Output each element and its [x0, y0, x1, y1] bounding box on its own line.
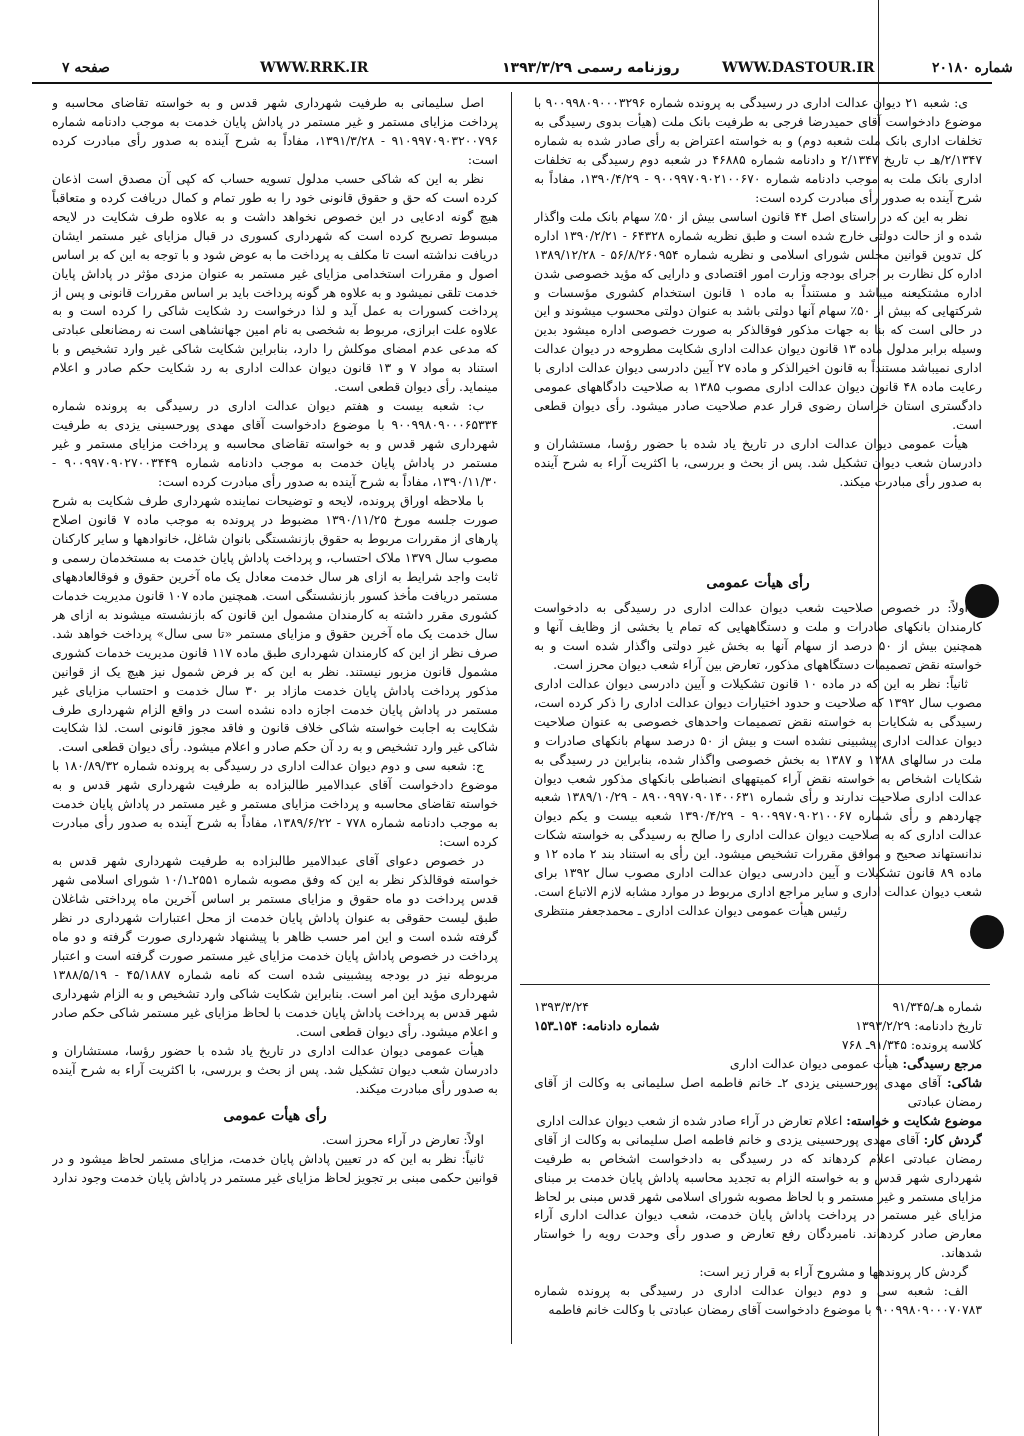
subject-value: اعلام تعارض در آراء صادر شده از شعب دیوان عدالت اداری	[536, 1112, 843, 1128]
paragraph: ثانیاً: نظر به این که در ماده ۱۰ قانون تشکیلات و آیین دادرسی دیوان عدالت اداری مصوب سال ۱۳۹۲ که صلاحیت و حدود اختیارات دیوان عدالت اداری را ذکر کرده است، رسیدگی به شکایات به خواسته نقض تصمیمات واحدهای خصوصی به عنوان صلاحیت دیوان عدالت اداری پیشبینی نشده است و بیش از ۵۰ درصد سهام بانکهای صادرات و ملت در سالهای ۱۳۸۸ و ۱۳۸۷ به بخش خصوصی واگذار شده، بنابراین در رسیدگی به شکایات اشخاص به خواسته نقض آراء کمیتههای انضباطی بانکهای مذکور شعب دیوان عدالت اداری صلاحیت ندارند و رأی شماره ۸۹۰۰۹۹۷۰۹۰۱۴۰۰۶۳۱ - ۱۳۸۹/۱۰/۲۹ شعبه چهاردهم و رأی شماره ۹۰۰۹۹۷۰۹۰۲۱۰۰۶۷ - ۱۳۹۰/۴/۲۹ شعبه بیست و یکم دیوان عدالت اداری که به صلاحیت دیوان عدالت اداری را صالح به رسیدگی به خواسته شکات ندانستهاند صحیح و موافق مقررات تشخیص میشود. این رأی به استناد بند ۲ ماده ۱۲ و ماده ۸۹ قانون تشکیلات و آیین دادرسی دیوان عدالت اداری مصوب سال ۱۳۹۲ برای شعب دیوان عدالت اداری و سایر مراجع اداری مربوط در موارد مشابه لازم الاتباع است.	[534, 675, 982, 900]
section-heading: رأی هیأت عمومی	[706, 575, 810, 591]
ruling-number: شماره دادنامه: ۱۵۴ـ۱۵۳	[534, 1017, 660, 1033]
signature-line: رئیس هیأت عمومی دیوان عدالت اداری ـ محمدجعفر منتظری	[534, 903, 847, 919]
authority-value: هیأت عمومی دیوان عدالت اداری	[729, 1055, 899, 1071]
file-class: کلاسه پرونده: ۹۱/۳۴۵ـ ۷۶۸	[841, 1036, 982, 1052]
case-number-row	[534, 998, 982, 1017]
site-link-dastour[interactable]: WWW.DASTOUR.IR	[722, 60, 875, 76]
course-value: آقای مهدی پورحسینی یزدی و خانم فاطمه اصل سلیمانی به وکالت از آقای رمضان عبادتی اعلام کردهاند که در رسیدگی به دادخواست اشخاص به طرفیت شهرداری شهر قدس و به خواسته الزام به تجدید محاسبه پاداش پایان خدمت بر مبنای مزایای مستمر و غیر مستمر و با لحاظ مصوبه شورای اسلامی شهر قدس مبنی بر لحاظ مزایای غیر مستمر در پرداخت پاداش پایان خدمت، شعب دیوان عدالت اداری آراء معارض صادر کردهاند. نامبردگان رفع تعارض و صدور رأی وحدت رویه را خواستار شدهاند.	[534, 1131, 982, 1261]
paragraph: اولاً: در خصوص صلاحیت شعب دیوان عدالت اداری در رسیدگی به دادخواست کارمندان بانکهای صادرات و ملت و دستگاههایی که تمام یا بخشی از وظایف آنها و همچنین بیش از ۵۰ درصد از سهام آنها به بخش غیر دولتی واگذار شده است و به خواسته نقض تصمیمات دستگاههای مذکور، تعارض بین آراء شعب دیوان محرز است.	[534, 599, 982, 672]
case-number-date: ۱۳۹۳/۳/۲۴	[534, 999, 589, 1014]
plaintiff-line	[534, 1074, 982, 1112]
authority-line	[534, 1055, 982, 1074]
paragraph: اصل سلیمانی به طرفیت شهرداری شهر قدس و به خواسته تقاضای محاسبه و پرداخت مزایای مستمر و غیر مستمر در پاداش پایان خدمت به موجب دادنامه شماره ۹۱۰۹۹۷۰۹۰۳۲۰۰۷۹۶ - ۱۳۹۱/۳/۲۸، مفاداً به شرح آینده به صدور رأی مبادرت کرده است:	[52, 95, 498, 167]
paragraph: الف: شعبه سی و دوم دیوان عدالت اداری در رسیدگی به پرونده شماره ۹۰۰۹۹۸۰۹۰۰۰۷۰۷۸۳ با موضوع دادخواست آقای رمضان عبادتی با وکالت خانم فاطمه	[534, 1283, 982, 1318]
right-column-new-case	[534, 998, 982, 1343]
right-column-ruling	[534, 566, 982, 966]
case-number: شماره هـ/۹۱/۳۴۵	[892, 999, 982, 1014]
subject-line	[534, 1112, 982, 1131]
plaintiff-value: آقای مهدی پورحسینی یزدی ۲ـ خانم فاطمه اصل سلیمانی به وکالت از آقای رمضان عبادتی	[534, 1074, 982, 1109]
ruling-date: تاریخ دادنامه: ۱۳۹۳/۲/۲۹	[855, 1017, 982, 1033]
gazette-date: روزنامه رسمی ۱۳۹۳/۳/۲۹	[502, 60, 680, 76]
authority-label: مرجع رسیدگی:	[902, 1055, 982, 1071]
paragraph: ثانیاً: نظر به این که در تعیین پاداش پایان خدمت، مزایای مستمر لحاظ میشود و در قوانین حکمی مبنی بر تجویز لحاظ مزایای غیر مستمر در پاداش پایان خدمت وجود ندارد	[52, 1151, 498, 1186]
column-divider	[511, 92, 512, 1344]
course-line	[534, 1131, 982, 1264]
site-link-rrk[interactable]: WWW.RRK.IR	[260, 60, 369, 76]
paragraph: نظر به این که شاکی حسب مدلول تسویه حساب که کپی آن مصدق است اذعان کرده است که حق و حقوق قانونی خود را به طور تمام و کمال دریافت کرده و متعاقباً هیچ گونه ادعایی در این خصوص نخواهد داشت و به علاوه طرف شکایت در لایحه مبسوط تصریح کرده است که شهرداری کسوری در قبال مزایای غیر مستمر ایشان دریافت نداشته است تا مکلف به پرداخت ما به عوض شود و با توجه به این که بر اساس اصول و مقررات استخدامی مزایای غیر مستمر به عنوان مزدی مؤثر در پاداش پایان خدمت تلقی نمیشود و به علاوه هر گونه پرداخت باید بر اساس مقررات قانونی و پس از پرداخت کسورات به عمل آید و لذا درخواست رد شکایت شاکی را کرده است و به علاوه علت ابرازی، مربوط به شخصی به نام امین جهانشاهی است نه رمضانعلی عبادتی که مدعی عدم امضای موکلش را دارد، بنابراین شکایت شاکی غیر وارد تشخیص و با استناد به مواد ۷ و ۱۳ قانون دیوان عدالت اداری به رد شکایت حکم صادر و اعلام مینماید. رأی دیوان قطعی است.	[52, 170, 498, 395]
section-divider	[520, 984, 990, 985]
masthead	[32, 58, 1013, 84]
issue-number: شماره ۲۰۱۸۰	[932, 60, 1013, 76]
page-number: صفحه ۷	[62, 60, 110, 76]
left-column	[52, 94, 498, 1344]
paragraph: نظر به این که در راستای اصل ۴۴ قانون اساسی بیش از ۵۰٪ سهام بانک ملت واگذار شده و از حالت دولتی خارج شده است و طبق نظریه شماره ۶۴۳۲۸ - ۱۳۹۰/۲/۲۱ اداره کل تدوین قوانین مجلس شورای اسلامی و نظریه شماره ۵۶/۸/۲۶۰۹۵۴ - ۱۳۸۹/۱۲/۲۸ اداره کل نظارت بر اجرای بودجه وزارت امور اقتصادی و دارایی که مؤید خصوصی شدن اداره مشتکیعنه میباشد و مستنداً به ماده ۱ قانون استخدام کشوری مؤسسات و شرکتهایی که بیش از ۵۰٪ سهام آنها دولتی باشد به عنوان دولتی محسوب میشوند و این در حالی است که بنا به جهات مذکور فوقالذکر به صورت خصوصی اداره میشود بدین وسیله برابر مدلول ماده ۱۳ قانون دیوان عدالت اداری شکایت مطروحه در دیوان عدالت اداری نمیباشد مستنداً به قانون اخیرالذکر و ماده ۲۷ آیین دادرسی دیوان عدالت اداری با رعایت ماده ۴۸ قانون دیوان عدالت اداری مصوب ۱۳۸۵ به صلاحیت دادگاههای عمومی دادگستری استان خراسان رضوی قرار عدم صلاحیت صادر میشود. رأی دیوان قطعی است.	[534, 208, 982, 433]
paragraph: در خصوص دعوای آقای عبدالامیر طالبزاده به طرفیت شهرداری شهر قدس به خواسته فوقالذکر نظر به این که وفق مصوبه شماره ۲۵۵۱ـ۱۰/۱ شورای اسلامی شهر قدس پرداخت دو ماه حقوق و مزایای مستمر بر اساس آخرین ماه پرداختی شاغلان طبق لیست حقوقی به عنوان پاداش پایان خدمت از محل اعتبارات شهرداری در نظر گرفته شده است و این امر حسب ظاهر با پیشنهاد شهرداری صورت گرفته و دو ماه پرداخت در خصوص پاداش پایان خدمت مزایای غیر مستمر صورت گرفته است و اعتبار مربوطه نیز در بودجه پیشبینی شده است که نامه شماره ۴۵/۱۸۸۷ - ۱۳۸۸/۵/۱۹ شهرداری مؤید این امر است. بنابراین شکایت شاکی وارد تشخیص و به الزام شهرداری شهر قدس به پرداخت پاداش پایان خدمت با لحاظ مزایای غیر مستمر شاکی حکم صادر و اعلام میشود. رأی دیوان قطعی است.	[52, 853, 498, 1039]
plaintiff-label: شاکی:	[947, 1074, 982, 1090]
paragraph: گردش کار پروندهها و مشروح آراء به قرار زیر است:	[699, 1264, 968, 1280]
paragraph: ی: شعبه ۲۱ دیوان عدالت اداری در رسیدگی به پرونده شماره ۹۰۰۹۹۸۰۹۰۰۰۳۲۹۶ با موضوع دادخواست آقای حمیدرضا فرجی به طرفیت بانک ملت (هیأت بدوی رسیدگی به تخلفات اداری بانک ملت شعبه دوم) و به خواسته اعتراض به رأی صادر شده به شماره ۲/۱۳۴۷/هـ ب تاریخ ۲/۱۳۴۷ و دادنامه شماره ۴۶۸۸۵ در شعبه دوم رسیدگی به تخلفات اداری بانک ملت به موجب دادنامه شماره ۹۰۰۹۹۷۰۹۰۲۱۰۰۶۷۰ - ۱۳۹۰/۴/۲۹، مفاداً به شرح آینده به صدور رأی مبادرت کرده است:	[534, 95, 982, 205]
section-heading: رأی هیأت عمومی	[223, 1107, 327, 1124]
paragraph: اولاً: تعارض در آراء محرز است.	[321, 1132, 484, 1148]
right-column-top	[534, 94, 982, 614]
paragraph: با ملاحظه اوراق پرونده، لایحه و توضیحات نماینده شهرداری طرف شکایت به شرح صورت جلسه مورخ ۱۳۹۰/۱۱/۲۵ مضبوط در پرونده به موجب ماده ۷ قانون اصلاح پارهای از مقررات مربوط به حقوق بازنشستگی بانوان شاغل، خانوادهها و سایر کارکنان مصوب سال ۱۳۷۹ ملاک احتساب، و پرداخت پاداش پایان خدمت به مستخدمان رسمی و ثابت واجد شرایط به ازای هر سال خدمت معادل یک ماه آخرین حقوق و فوقالعادههای مستمر دریافت مأخذ کسور بازنشستگی است. همچنین ماده ۱۰۷ قانون مدیریت خدمات کشوری مقرر داشته به کارمندان مشمول این قانون که بازنشسته میشوند به ازای هر سال خدمت یک ماه آخرین حقوق و مزایای مستمر «تا سی سال» پرداخت خواهد شد. صرف نظر از این که کارمندان شهرداری طبق ماده ۱۱۷ قانون مدیریت خدمات کشوری مشمول قانون مزبور نیستند. نظر به این که بر فرض شمول نیز هیچ یک از قوانین مذکور پرداخت پاداش پایان خدمت مازاد بر ۳۰ سال خدمت و احتساب مزایای غیر مستمر در پاداش پایان خدمت اجازه داده نشده است در واقع الزام شهرداری طرف شکایت به اجابت خواسته شاکی خلاف قانون و فاقد مجوز قانونی است. لذا شکایت شاکی غیر وارد تشخیص و به رد آن حکم صادر و اعلام میشود. رأی دیوان قطعی است.	[52, 493, 498, 755]
paragraph: ب: شعبه بیست و هفتم دیوان عدالت اداری در رسیدگی به پرونده شماره ۹۰۰۹۹۸۰۹۰۰۰۶۵۳۳۴ با موضوع دادخواست آقای مهدی پورحسینی یزدی به طرفیت شهرداری شهر قدس و به خواسته تقاضای محاسبه و پرداخت مزایای مستمر و غیر مستمر در پاداش پایان خدمت به موجب دادنامه شماره ۹۰۰۹۹۷۰۹۰۲۷۰۰۳۴۴۹ - ۱۳۹۰/۱۱/۳۰، مفاداً به شرح آینده به صدور رأی مبادرت کرده است:	[52, 398, 498, 490]
paragraph: ج: شعبه سی و دوم دیوان عدالت اداری در رسیدگی به پرونده شماره ۱۸۰/۸۹/۳۲ با موضوع دادخواست آقای عبدالامیر طالبزاده به طرفیت شهرداری شهر قدس و به خواسته تقاضای محاسبه و پرداخت مزایای مستمر و غیر مستمر در پاداش پایان خدمت به موجب دادنامه شماره ۷۷۸ - ۱۳۸۹/۶/۲۲، مفاداً به شرح آینده به صدور رأی مبادرت کرده است:	[52, 758, 498, 850]
paragraph: هیأت عمومی دیوان عدالت اداری در تاریخ یاد شده با حضور رؤسا، مستشاران و دادرسان شعب دیوان تشکیل شد. پس از بحث و بررسی، با اکثریت آراء به شرح آینده به صدور رأی مبادرت میکند.	[52, 1042, 498, 1096]
ruling-row	[534, 1017, 982, 1036]
paragraph: هیأت عمومی دیوان عدالت اداری در تاریخ یاد شده با حضور رؤسا، مستشاران و دادرسان شعب دیوان تشکیل شد. پس از بحث و بررسی، با اکثریت آراء به شرح آینده به صدور رأی مبادرت میکند.	[534, 436, 982, 490]
subject-label: موضوع شکایت و خواسته:	[846, 1112, 982, 1128]
course-label: گردش کار:	[923, 1131, 982, 1147]
